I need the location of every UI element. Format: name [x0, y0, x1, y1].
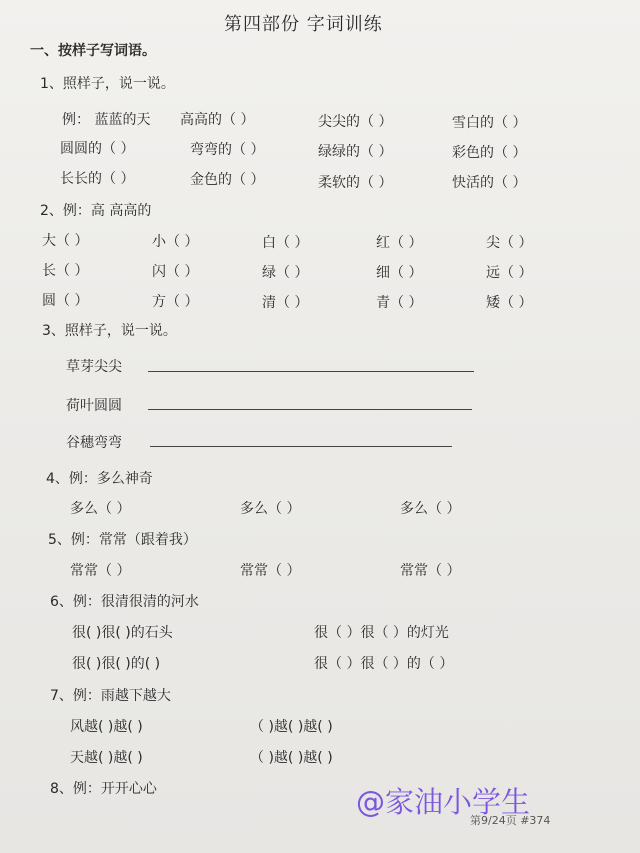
q1-item: 绿绿的（ ）	[318, 144, 393, 160]
q2-item: 绿（ ）	[262, 265, 309, 281]
q1-item: 金色的（ ）	[190, 172, 265, 188]
q5-item: 常常（ ）	[240, 563, 301, 579]
q2-item: 远（ ）	[486, 265, 533, 281]
q6-item: 很（ ）很（ ）的灯光	[314, 625, 449, 641]
q7-item: （ )越( )越( )	[250, 750, 333, 766]
q8-heading: 8、例：开开心心	[50, 781, 157, 797]
q1-item: 圆圆的（ ）	[60, 141, 135, 157]
q3-heading: 3、照样子，说一说。	[42, 323, 177, 339]
q3-item: 谷穗弯弯	[66, 435, 122, 451]
page-number: 第9/24页 #374	[470, 814, 551, 827]
q6-item: 很（ ）很（ ）的（ ）	[314, 656, 454, 672]
q2-item: 清（ ）	[262, 295, 309, 311]
q2-item: 小（ ）	[152, 234, 199, 250]
q2-item: 细（ ）	[376, 265, 423, 281]
q2-item: 大（ ）	[42, 233, 89, 249]
q2-item: 白（ ）	[262, 235, 309, 251]
q4-heading: 4、例：多么神奇	[46, 471, 153, 487]
q5-item: 常常（ ）	[70, 563, 131, 579]
q3-item: 荷叶圆圆	[66, 398, 122, 414]
q1-item: 彩色的（ ）	[452, 145, 527, 161]
q1-item: 柔软的（ ）	[318, 175, 393, 191]
q2-item: 矮（ ）	[486, 295, 533, 311]
q7-item: 天越( )越( )	[70, 750, 143, 766]
q2-item: 长（ ）	[42, 263, 89, 279]
q2-item: 青（ ）	[376, 295, 423, 311]
q2-item: 红（ ）	[376, 235, 423, 251]
q1-item: 雪白的（ ）	[452, 115, 527, 131]
answer-line	[148, 409, 472, 410]
q1-heading: 1、照样子，说一说。	[40, 76, 175, 92]
q2-item: 圆（ ）	[42, 293, 89, 309]
q4-item: 多么（ ）	[400, 501, 461, 517]
q7-item: 风越( )越( )	[70, 719, 143, 735]
q7-heading: 7、例：雨越下越大	[50, 688, 171, 704]
page-title: 第四部份 字词训练	[224, 14, 383, 35]
q6-heading: 6、例：很清很清的河水	[50, 594, 199, 610]
q4-item: 多么（ ）	[240, 501, 301, 517]
q5-item: 常常（ ）	[400, 563, 461, 579]
q3-item: 草芽尖尖	[66, 359, 122, 375]
answer-line	[150, 446, 452, 447]
q1-item: 弯弯的（ ）	[190, 142, 265, 158]
q2-heading: 2、例：高 高高的	[40, 203, 152, 219]
q1-item: 尖尖的（ ）	[318, 114, 393, 130]
section-heading: 一、按样子写词语。	[30, 43, 156, 59]
watermark: @家油小学生	[356, 785, 531, 819]
q1-item: 高高的（ ）	[180, 112, 255, 128]
q1-item: 例： 蓝蓝的天	[62, 112, 151, 128]
q4-item: 多么（ ）	[70, 501, 131, 517]
q5-heading: 5、例：常常（跟着我）	[48, 532, 197, 548]
q1-item: 长长的（ ）	[60, 171, 135, 187]
answer-line	[148, 371, 474, 372]
q2-item: 方（ ）	[152, 294, 199, 310]
q7-item: （ )越( )越( )	[250, 719, 333, 735]
q6-item: 很( )很( )的( )	[72, 656, 161, 672]
q1-item: 快活的（ ）	[452, 175, 527, 191]
q2-item: 闪（ ）	[152, 264, 199, 280]
q2-item: 尖（ ）	[486, 235, 533, 251]
q6-item: 很( )很( )的石头	[72, 625, 173, 641]
